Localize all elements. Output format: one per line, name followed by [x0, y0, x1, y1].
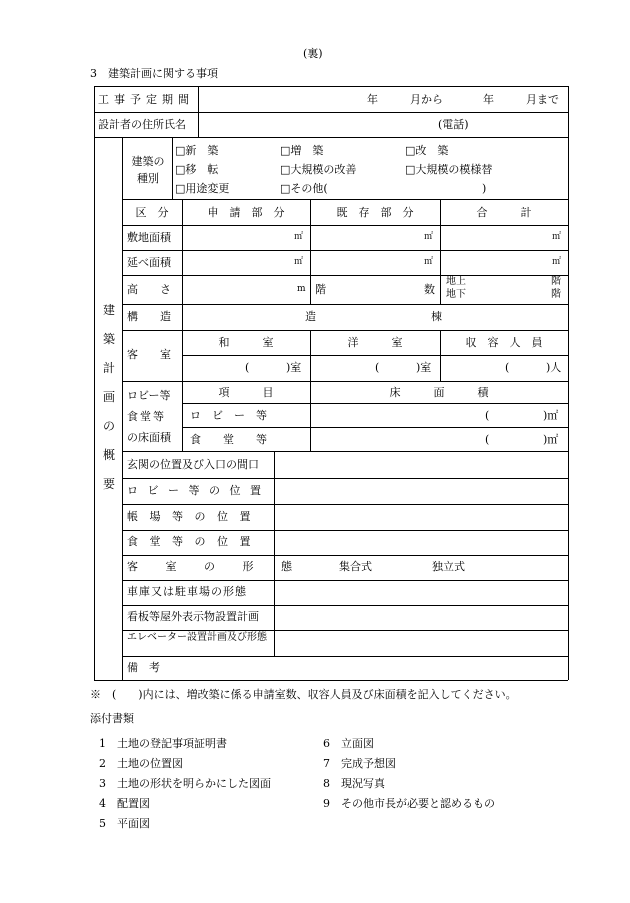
lobby-row-label: ロ ビ ー 等 — [190, 409, 267, 422]
schedule-year-2: 年 — [483, 93, 494, 106]
lobby-item-header: 項 目 — [218, 386, 274, 399]
site-area-total-unit: ㎡ — [552, 232, 562, 242]
japanese-room-header: 和 室 — [218, 336, 274, 349]
designer-label: 設計者の住所氏名 — [98, 118, 186, 131]
signage-row-label: 看板等屋外表示物設置計画 — [127, 610, 259, 623]
option-major-repair[interactable]: □大規模の改善 — [280, 163, 357, 176]
front-desk-position-row-label: 帳 場 等 の 位 置 — [127, 510, 255, 523]
capacity-open-paren: ( — [505, 361, 510, 374]
lobby-label-line-1: ロビー等 — [127, 389, 171, 402]
elevator-row-label: エレベーター設置計画及び形態 — [127, 632, 267, 643]
area-header-total: 合 計 — [476, 206, 532, 219]
capacity-unit: )人 — [546, 361, 562, 374]
lobby-position-row-label: ロ ビ ー 等 の 位 置 — [127, 484, 264, 497]
plan-overview-vertical-label: 建築計画の概要 — [102, 303, 115, 491]
floors-left-label: 階 — [315, 283, 326, 296]
height-label: 高 さ — [127, 283, 171, 296]
option-major-remodel[interactable]: □大規模の模様替 — [405, 163, 493, 176]
floor-area-label: 延べ面積 — [127, 256, 171, 269]
attachment-6: 6 立面図 — [323, 737, 374, 750]
footnote: ※ ( )内には、増改築に係る申請室数、収容人員及び床面積を記入してください。 — [90, 688, 517, 701]
schedule-month-to: 月まで — [526, 93, 559, 106]
schedule-label-text: 工事予定期間 — [98, 93, 194, 106]
lobby-floor-area-header: 床 面 積 — [389, 386, 489, 399]
remarks-row-label: 備 考 — [127, 661, 160, 674]
attachment-5: 5 平面図 — [99, 817, 150, 830]
option-other[interactable]: □その他( — [280, 182, 328, 195]
below-ground-label: 地下 — [446, 289, 466, 300]
lobby-open-paren: ( — [485, 409, 490, 422]
lobby-unit: )㎡ — [543, 409, 559, 422]
parking-row-label: 車庫又は駐車場の形態 — [127, 585, 247, 598]
above-ground-floor-unit: 階 — [551, 276, 561, 287]
below-ground-floor-unit: 階 — [551, 289, 561, 300]
lobby-label-line-3: の床面積 — [127, 431, 171, 444]
attachment-4: 4 配置図 — [99, 797, 150, 810]
page-marker: (裏) — [303, 47, 323, 60]
area-header-applied: 申 請 部 分 — [207, 206, 285, 219]
dining-position-row-label: 食 堂 等 の 位 置 — [127, 535, 255, 548]
japanese-room-open-paren: ( — [245, 361, 250, 374]
option-other-close: ) — [482, 182, 487, 195]
floor-area-applied-unit: ㎡ — [294, 257, 304, 267]
option-new[interactable]: □新 築 — [175, 144, 219, 157]
attachment-3: 3 土地の形状を明らかにした図面 — [99, 777, 271, 790]
attachment-8: 8 現況写真 — [323, 777, 385, 790]
western-room-unit: )室 — [416, 361, 432, 374]
option-use-change[interactable]: □用途変更 — [175, 182, 230, 195]
section-title: 3 建築計画に関する事項 — [90, 67, 218, 80]
dining-open-paren: ( — [485, 433, 490, 446]
western-room-open-paren: ( — [375, 361, 380, 374]
above-ground-label: 地上 — [446, 276, 466, 287]
attachments-title: 添付書類 — [90, 712, 134, 725]
attachment-2: 2 土地の位置図 — [99, 757, 183, 770]
structure-middle: 造 — [305, 310, 316, 323]
schedule-month-from: 月から — [410, 93, 443, 106]
structure-right: 棟 — [431, 310, 442, 323]
attachment-1: 1 土地の登記事項証明書 — [99, 737, 227, 750]
schedule-label — [98, 94, 196, 105]
option-relocation[interactable]: □移 転 — [175, 163, 219, 176]
site-area-existing-unit: ㎡ — [424, 232, 434, 242]
schedule-year-1: 年 — [367, 93, 378, 106]
dining-row-label: 食 堂 等 — [190, 433, 267, 446]
rooms-label: 客 室 — [127, 348, 171, 361]
western-room-header: 洋 室 — [347, 336, 403, 349]
area-header-existing: 既 存 部 分 — [336, 206, 414, 219]
site-area-applied-unit: ㎡ — [294, 232, 304, 242]
floors-right-label: 数 — [424, 283, 435, 296]
area-header-division: 区 分 — [135, 206, 169, 219]
floor-area-total-unit: ㎡ — [552, 257, 562, 267]
structure-label: 構 造 — [127, 310, 171, 323]
dining-unit: )㎡ — [543, 433, 559, 446]
designer-phone: (電話) — [438, 118, 469, 131]
entrance-row-label: 玄関の位置及び入口の間口 — [127, 458, 259, 471]
attachment-7: 7 完成予想図 — [323, 757, 396, 770]
floor-area-existing-unit: ㎡ — [424, 257, 434, 267]
room-form-row-label: 客 室 の 形 態 — [127, 560, 304, 573]
option-extension[interactable]: □増 築 — [280, 144, 324, 157]
capacity-header: 収 容 人 員 — [465, 336, 543, 349]
site-area-label: 敷地面積 — [127, 231, 171, 244]
attachment-9: 9 その他市長が必要と認めるもの — [323, 797, 495, 810]
room-form-collective: 集合式 — [339, 560, 372, 573]
lobby-label-line-2: 食堂等 — [127, 410, 166, 423]
option-rebuild[interactable]: □改 築 — [405, 144, 449, 157]
japanese-room-unit: )室 — [286, 361, 302, 374]
building-type-label: 建築の種別 — [131, 155, 165, 185]
room-form-detached: 独立式 — [432, 560, 465, 573]
height-unit: m — [297, 284, 306, 294]
